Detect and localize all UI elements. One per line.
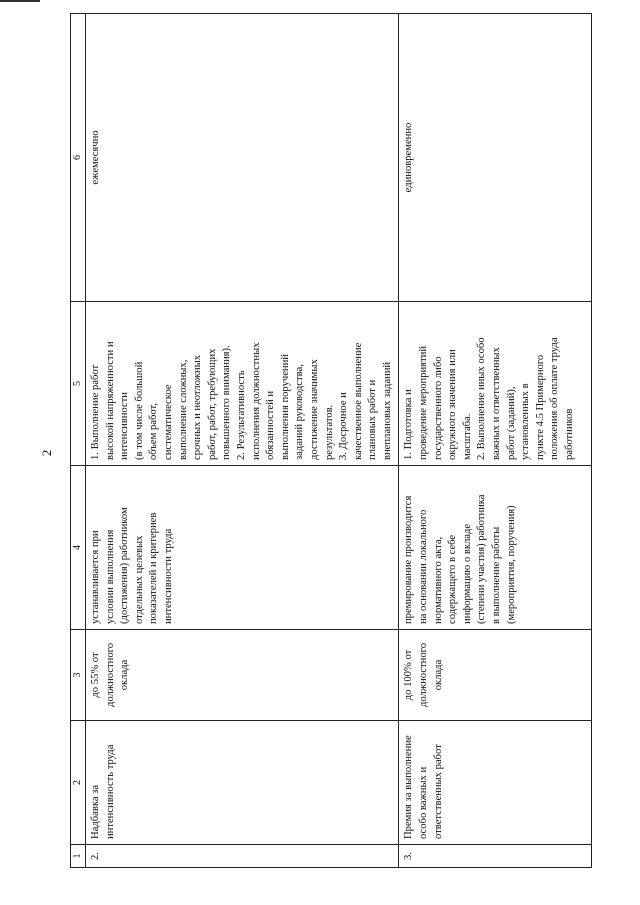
bonus-table (70, 13, 592, 868)
table-row (86, 14, 399, 868)
rotated-table-wrapper (70, 68, 610, 868)
header-col-3: 3 (71, 630, 86, 721)
header-col-2: 2 (71, 721, 86, 845)
payment-name: Премия за выполнение особо важных и ответственных работ (399, 721, 592, 845)
header-col-5: 5 (71, 302, 86, 466)
payment-criteria: 1. Подготовка и проведение мероприятий государственного либо окружного значения или масштаба. 2. Выполнение иных особо важных и ответственных работ (заданий), установленных в пункте 4.5 Примерного положения об оплате труда работников (399, 302, 592, 466)
payment-condition: устанавливается при условии выполнения (достижения) работником отдельных целевых показателей и критериев интенсивности труда (86, 466, 399, 630)
table-row (399, 14, 592, 868)
header-col-6: 6 (71, 14, 86, 302)
payment-size: до 100% от должностного оклада (399, 630, 592, 721)
header-col-4: 4 (71, 466, 86, 630)
payment-periodicity: ежемесячно (86, 14, 399, 302)
row-number: 3. (399, 845, 592, 868)
payment-condition: премирование производится на основании локального нормативного акта, содержащего в себе информацию о вкладе (степени участия) работника в выполнение работы (мероприятия, поручения) (399, 466, 592, 630)
payment-periodicity: единовременно (399, 14, 592, 302)
payment-name: Надбавка за интенсивность труда (86, 721, 399, 845)
payment-criteria: 1. Выполнение работ высокой напряженности и интенсивности (в том числе большой объем работ, систематическое выполнение сложных, срочных и неотложных работ, работ, требующих повышенного внимания). 2. Результативность исполнения должностных обязанностей и выполнения поручений заданий руководства, достижение значимых результатов. 3. Досрочное и качественное выполнение плановых работ и внеплановых заданий (86, 302, 399, 466)
header-col-1: 1 (71, 845, 86, 868)
page-number: 2 (39, 449, 54, 457)
scan-edge-mark (0, 0, 40, 2)
table-header-row (71, 14, 86, 868)
row-number: 2. (86, 845, 399, 868)
payment-size: до 55% от должностного оклада (86, 630, 399, 721)
